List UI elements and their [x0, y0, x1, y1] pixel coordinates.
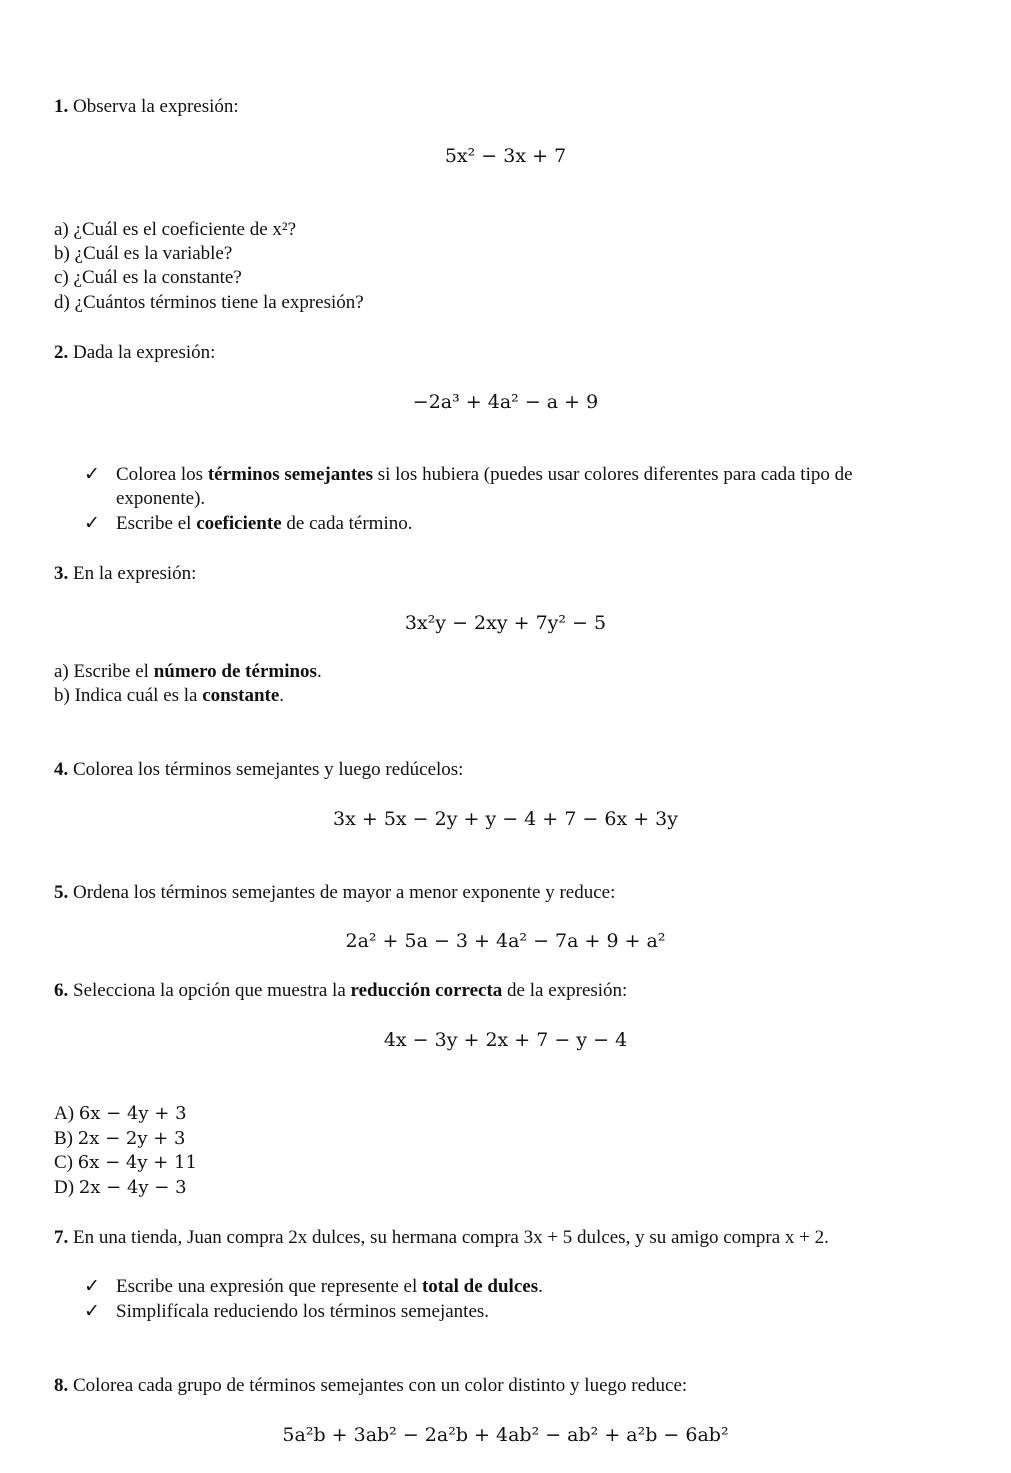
q7-text: En una tienda, Juan compra 2x dulces, su hermana compra 3x + 5 dulces, y su amigo compra x + 2.: [68, 1227, 829, 1248]
checkmark-icon: ✓: [84, 1276, 100, 1297]
q7-number: 7.: [54, 1227, 69, 1248]
q2-check-1-cont: exponente).: [116, 488, 206, 509]
q3-expression: 3x²y − 2xy + 7y² − 5: [404, 612, 607, 634]
q6-option-b[interactable]: B) 2x − 2y + 3: [54, 1128, 186, 1149]
q4-expression: 3x + 5x − 2y + y − 4 + 7 − 6x + 3y: [333, 808, 678, 830]
q1-sub-c: c) ¿Cuál es la constante?: [54, 267, 242, 288]
q1-sub-a: a) ¿Cuál es el coeficiente de x²?: [54, 219, 297, 240]
q3-text: En la expresión:: [68, 563, 197, 584]
q2-check-1: ✓ Colorea los términos semejantes si los hubiera (puedes usar colores diferentes para cada tipo de: [84, 464, 853, 485]
q8-heading: [54, 1374, 687, 1398]
q6-option-a[interactable]: A) 6x − 4y + 3: [54, 1103, 187, 1124]
q8-expression: 5a²b + 3ab² − 2a²b + 4ab² − ab² + a²b − 6ab²: [282, 1424, 729, 1446]
q4-number: 4.: [54, 759, 69, 780]
q1-expression: 5x² − 3x + 7: [444, 145, 567, 167]
q1-sub-d: d) ¿Cuántos términos tiene la expresión?: [54, 292, 364, 313]
checkmark-icon: ✓: [84, 1301, 100, 1322]
q7-check-1: ✓ Escribe una expresión que represente el total de dulces.: [84, 1276, 543, 1297]
q7-check-2: ✓ Simplifícala reduciendo los términos semejantes.: [84, 1301, 490, 1322]
q6-option-d[interactable]: D) 2x − 4y − 3: [54, 1177, 187, 1198]
q6-expression: 4x − 3y + 2x + 7 − y − 4: [383, 1029, 628, 1051]
q6-number: 6.: [54, 980, 69, 1001]
q6-option-c[interactable]: C) 6x − 4y + 11: [54, 1152, 197, 1173]
q2-heading: [54, 341, 215, 365]
q3-heading: [54, 562, 196, 586]
checkmark-icon: ✓: [84, 513, 100, 534]
q8-text: Colorea cada grupo de términos semejantes con un color distinto y luego reduce:: [68, 1375, 688, 1396]
q4-text: Colorea los términos semejantes y luego redúcelos:: [68, 759, 464, 780]
q4-heading: [54, 758, 463, 782]
q1-sub-b: b) ¿Cuál es la variable?: [54, 243, 233, 264]
q1-text: Observa la expresión:: [68, 96, 239, 117]
q1-number: 1.: [54, 96, 69, 117]
q3-sub-b: b) Indica cuál es la constante.: [54, 685, 285, 706]
q2-text: Dada la expresión:: [68, 342, 216, 363]
q6-heading: 6. Selecciona la opción que muestra la reducción correcta de la expresión:: [54, 980, 628, 1001]
q5-number: 5.: [54, 882, 69, 903]
q1-heading: [54, 95, 239, 119]
q3-sub-a: a) Escribe el número de términos.: [54, 661, 322, 682]
q2-number: 2.: [54, 342, 69, 363]
q8-number: 8.: [54, 1375, 69, 1396]
q5-expression: 2a² + 5a − 3 + 4a² − 7a + 9 + a²: [345, 930, 666, 952]
q2-expression: −2a³ + 4a² − a + 9: [412, 391, 599, 413]
q7-heading: [54, 1226, 829, 1250]
q5-text: Ordena los términos semejantes de mayor a menor exponente y reduce:: [68, 882, 616, 903]
q2-check-2: ✓ Escribe el coeficiente de cada término.: [84, 513, 413, 534]
checkmark-icon: ✓: [84, 464, 100, 485]
q5-heading: [54, 881, 615, 905]
q3-number: 3.: [54, 563, 69, 584]
